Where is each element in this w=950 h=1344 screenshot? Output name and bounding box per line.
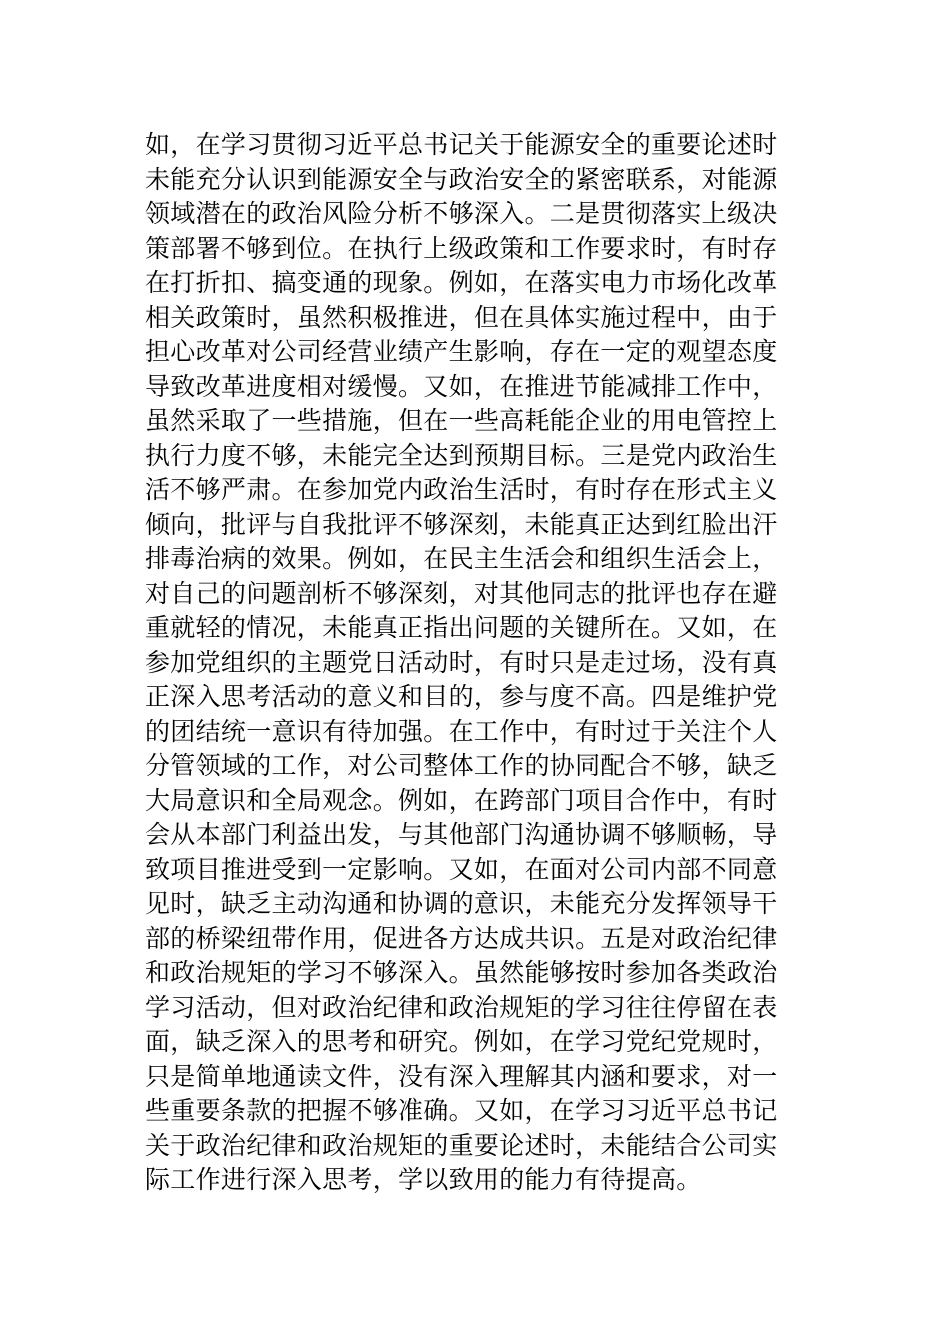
text-line: 学习活动，但对政治纪律和政治规矩的学习往往停留在表 [145,992,778,1022]
text-line: 排毒治病的效果。例如，在民主生活会和组织生活会上， [145,544,778,573]
text-line: 策部署不够到位。在执行上级政策和工作要求时，有时存 [145,233,778,263]
text-line: 会从本部门利益出发，与其他部门沟通协调不够顺畅，导 [145,820,778,849]
text-line: 参加党组织的主题党日活动时，有时只是走过场，没有真 [145,647,778,677]
text-line: 担心改革对公司经营业绩产生影响，存在一定的观望态度 [145,337,778,366]
text-line: 只是简单地通读文件，没有深入理解其内涵和要求，对一 [145,1061,778,1091]
text-line: 大局意识和全局观念。例如，在跨部门项目合作中，有时 [145,785,778,815]
text-line: 些重要条款的把握不够准确。又如，在学习习近平总书记 [145,1096,778,1125]
text-line: 相关政策时，虽然积极推进，但在具体实施过程中，由于 [145,302,778,332]
text-line: 见时，缺乏主动沟通和协调的意识，未能充分发挥领导干 [145,889,778,918]
text-line: 未能充分认识到能源安全与政治安全的紧密联系，对能源 [145,164,778,194]
text-line: 导致改革进度相对缓慢。又如，在推进节能减排工作中， [145,371,778,401]
text-line: 执行力度不够，未能完全达到预期目标。三是党内政治生 [145,440,778,470]
text-line: 致项目推进受到一定影响。又如，在面对公司内部不同意 [145,854,778,884]
text-line: 和政治规矩的学习不够深入。虽然能够按时参加各类政治 [145,958,778,987]
text-line: 面，缺乏深入的思考和研究。例如，在学习党纪党规时， [145,1027,778,1056]
text-line: 关于政治纪律和政治规矩的重要论述时，未能结合公司实 [145,1130,778,1160]
text-line: 领域潜在的政治风险分析不够深入。二是贯彻落实上级决 [145,199,778,228]
text-line: 正深入思考活动的意义和目的，参与度不高。四是维护党 [145,682,778,711]
text-line: 如，在学习贯彻习近平总书记关于能源安全的重要论述时 [145,130,778,159]
text-line: 部的桥梁纽带作用，促进各方达成共识。五是对政治纪律 [145,923,778,953]
body-text [145,128,815,1198]
text-line: 分管领域的工作，对公司整体工作的协同配合不够，缺乏 [145,751,778,780]
text-line: 重就轻的情况，未能真正指出问题的关键所在。又如，在 [145,613,778,642]
text-line: 活不够严肃。在参加党内政治生活时，有时存在形式主义 [145,475,778,504]
text-line: 际工作进行深入思考，学以致用的能力有待提高。 [145,1165,702,1194]
text-line: 在打折扣、搞变通的现象。例如，在落实电力市场化改革 [145,268,778,297]
text-line: 虽然采取了一些措施，但在一些高耗能企业的用电管控上 [145,406,778,435]
text-line: 倾向，批评与自我批评不够深刻，未能真正达到红脸出汗 [145,509,778,539]
text-line: 对自己的问题剖析不够深刻，对其他同志的批评也存在避 [145,578,778,608]
text-line: 的团结统一意识有待加强。在工作中，有时过于关注个人 [145,716,778,746]
